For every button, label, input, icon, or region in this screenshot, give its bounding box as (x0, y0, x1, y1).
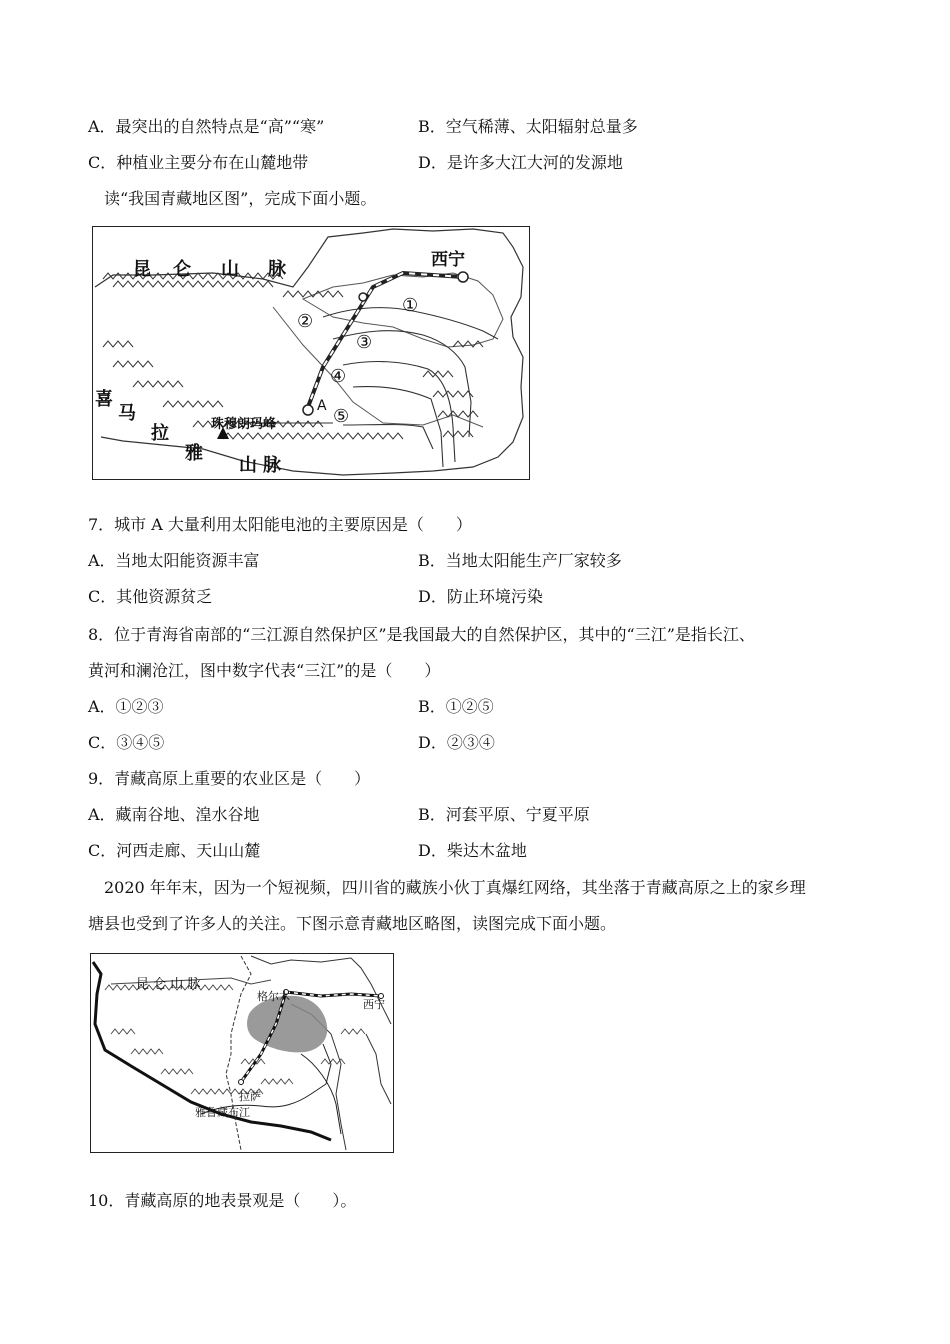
map1-label-kunlun-4: 脉 (268, 259, 286, 280)
q7-option-c: C．其他资源贫乏 (88, 587, 213, 606)
q10-stem: 10．青藏高原的地表景观是（ ）。 (88, 1191, 357, 1210)
map1-label-himalaya-1: 喜 (95, 389, 113, 410)
map1-label-kunlun-3: 山 (221, 259, 239, 280)
q7-option-d: D．防止环境污染 (418, 587, 543, 606)
q7-stem: 7．城市 A 大量利用太阳能电池的主要原因是（ ） (88, 515, 472, 534)
map1-label-river-3: ③ (356, 332, 373, 353)
map1-label-river-4: ④ (330, 366, 347, 387)
q8-option-c: C．③④⑤ (88, 733, 165, 752)
q9-option-b: B．河套平原、宁夏平原 (418, 805, 590, 824)
qinghai-tibet-map-2 (90, 953, 394, 1153)
map1-label-himalaya-6: 脉 (263, 455, 281, 476)
map1-label-kunlun-2: 仑 (173, 259, 191, 280)
map1-label-everest: 珠穆朗玛峰 (211, 417, 277, 432)
map1-label-city-a: A (317, 398, 327, 414)
q7-option-a: A．当地太阳能资源丰富 (88, 551, 260, 570)
map1-label-himalaya-4: 雅 (185, 443, 203, 464)
q9-stem: 9．青藏高原上重要的农业区是（ ） (88, 769, 371, 788)
q6-option-d: D．是许多大江大河的发源地 (418, 153, 623, 172)
q9-option-d: D．柴达木盆地 (418, 841, 527, 860)
map2-intro-line-1: 2020 年年末，因为一个短视频，四川省的藏族小伙丁真爆红网络，其坐落于青藏高原之上的家乡理 (104, 878, 806, 897)
q9-option-a: A．藏南谷地、湟水谷地 (88, 805, 260, 824)
map1-label-himalaya-3: 拉 (151, 423, 169, 444)
q6-option-a: A．最突出的自然特点是“高”“寒” (88, 117, 325, 136)
map1-label-river-5: ⑤ (333, 406, 350, 427)
q6-option-c: C．种植业主要分布在山麓地带 (88, 153, 309, 172)
map2-label-golmud: 格尔木 (257, 990, 290, 1003)
map1-label-river-2: ② (297, 311, 314, 332)
map2-label-yarlung: 雅鲁藏布江 (195, 1106, 250, 1119)
q8-option-b: B．①②⑤ (418, 697, 494, 716)
q9-option-c: C．河西走廊、天山山麓 (88, 841, 261, 860)
q8-stem-line-1: 8．位于青海省南部的“三江源自然保护区”是我国最大的自然保护区，其中的“三江”是指长江、 (88, 625, 755, 644)
q6-option-b: B．空气稀薄、太阳辐射总量多 (418, 117, 638, 136)
map1-label-himalaya-5: 山 (239, 455, 257, 476)
map2-label-lhasa: 拉萨 (239, 1090, 261, 1103)
q8-option-d: D．②③④ (418, 733, 495, 752)
map1-label-river-1: ① (402, 295, 419, 316)
q8-stem-line-2: 黄河和澜沧江，图中数字代表“三江”的是（ ） (88, 661, 441, 680)
map1-label-kunlun-1: 昆 (133, 259, 151, 280)
map1-label-himalaya-2: 马 (118, 403, 136, 424)
map2-label-kunlun: 昆 仑 山 脉 (136, 977, 201, 992)
q7-option-b: B．当地太阳能生产厂家较多 (418, 551, 622, 570)
map1-label-xining: 西宁 (431, 250, 465, 270)
qinghai-tibet-map-1 (92, 226, 530, 480)
map1-intro: 读“我国青藏地区图”，完成下面小题。 (104, 189, 377, 208)
map2-intro-line-2: 塘县也受到了许多人的关注。下图示意青藏地区略图，读图完成下面小题。 (88, 914, 617, 933)
map2-label-xining: 西宁 (363, 998, 385, 1011)
q8-option-a: A．①②③ (88, 697, 164, 716)
